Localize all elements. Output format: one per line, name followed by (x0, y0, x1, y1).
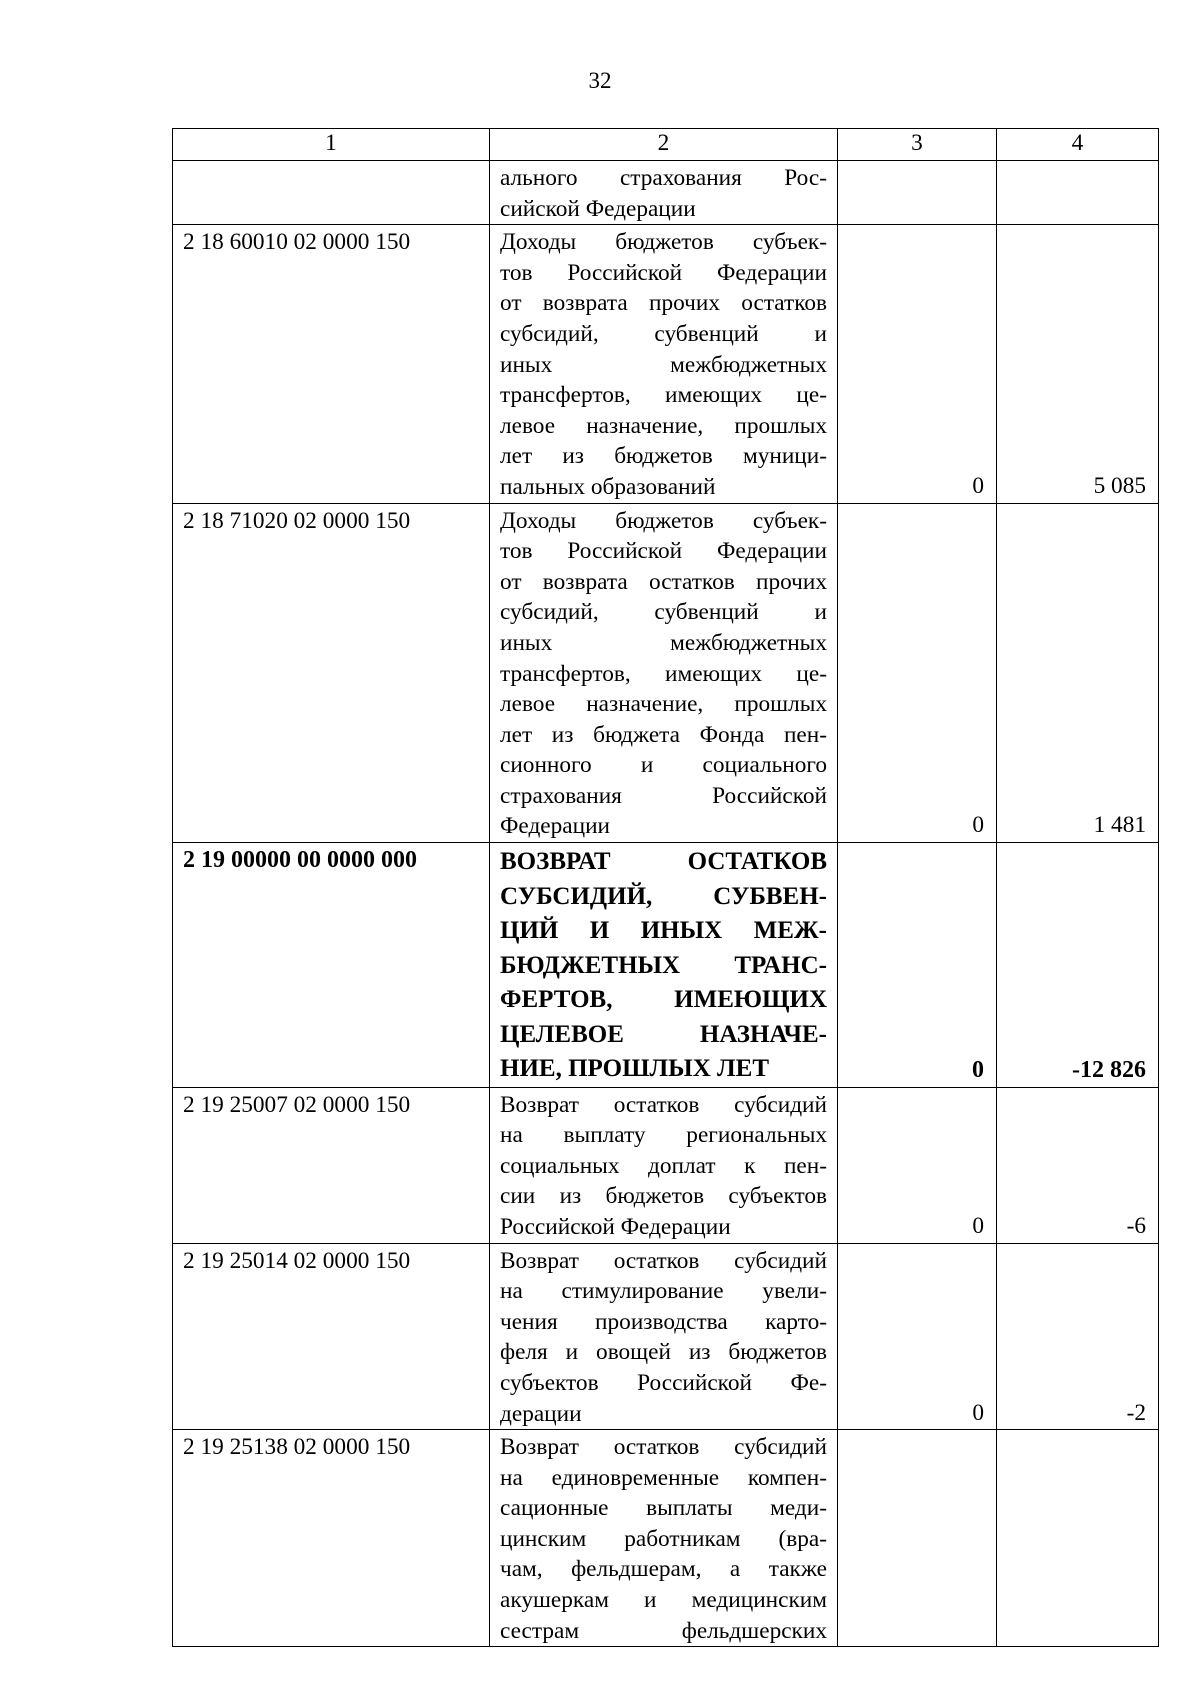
header-col-3: 3 (838, 129, 997, 161)
col3-value-cell: 0 (838, 225, 997, 503)
description-line: Возврат остатков субсидий (500, 1091, 827, 1118)
description-line: сионного и социального (500, 752, 827, 779)
table-header-row (173, 129, 1159, 161)
description-line: пальных образований (500, 473, 716, 500)
description-line: ВОЗВРАТ ОСТАТКОВ (500, 848, 827, 876)
description-line: на стимулирование увели- (500, 1278, 827, 1305)
description-line: Российской Федерации (500, 1213, 731, 1240)
budget-code-cell: 2 18 60010 02 0000 150 (173, 225, 490, 503)
table-row (173, 161, 1159, 225)
description-line: лет из бюджетов муници- (500, 443, 827, 470)
table-row (173, 843, 1159, 1088)
description-line: ального страхования Рос- (500, 165, 827, 191)
description-line: на выплату региональных (500, 1122, 827, 1149)
description-line: сационные выплаты меди- (500, 1495, 827, 1522)
header-col-4: 4 (997, 129, 1159, 161)
description-line: левое назначение, прошлых (500, 691, 827, 718)
table-row (173, 1243, 1159, 1430)
description-line: Доходы бюджетов субъек- (500, 507, 827, 534)
description-line: на единовременные компен- (500, 1464, 827, 1491)
budget-code-cell (173, 161, 490, 225)
col4-value-cell (997, 1430, 1159, 1647)
description-line: страхования Российской (500, 782, 827, 809)
description-cell (490, 225, 838, 503)
col4-value-cell: 1 481 (997, 503, 1159, 843)
description-line: ЦИЙ И ИНЫХ МЕЖ- (500, 917, 827, 945)
col3-value-cell: 0 (838, 503, 997, 843)
table-row (173, 503, 1159, 843)
description-line: субсидий, субвенций и (500, 320, 827, 347)
description-line: сийской Федерации (500, 195, 696, 222)
description-line: Возврат остатков субсидий (500, 1247, 827, 1274)
description-line: феля и овощей из бюджетов (500, 1339, 827, 1366)
description-line: от возврата остатков прочих (500, 568, 827, 595)
col4-value-cell: 5 085 (997, 225, 1159, 503)
col3-value-cell: 0 (838, 1243, 997, 1430)
description-cell (490, 843, 838, 1088)
description-line: тов Российской Федерации (500, 259, 827, 286)
description-cell (490, 1087, 838, 1243)
description-line: лет из бюджета Фонда пен- (500, 721, 827, 748)
description-line: чения производства карто- (500, 1308, 827, 1335)
budget-code-cell: 2 19 00000 00 0000 000 (173, 843, 490, 1088)
page-number: 32 (588, 68, 612, 93)
col3-value-cell (838, 1430, 997, 1647)
table-row (173, 1087, 1159, 1243)
budget-code-cell: 2 19 25007 02 0000 150 (173, 1087, 490, 1243)
budget-code-cell: 2 19 25014 02 0000 150 (173, 1243, 490, 1430)
description-line: БЮДЖЕТНЫХ ТРАНС- (500, 951, 827, 979)
col3-value-cell (838, 161, 997, 225)
description-line: Возврат остатков субсидий (500, 1434, 827, 1461)
description-line: сестрам фельдшерских (500, 1617, 827, 1644)
col3-value-cell: 0 (838, 843, 997, 1088)
description-line: Доходы бюджетов субъек- (500, 229, 827, 256)
description-line: трансфертов, имеющих це- (500, 660, 827, 687)
col4-value-cell: -12 826 (997, 843, 1159, 1088)
table-body (173, 161, 1159, 1647)
description-line: цинским работникам (вра- (500, 1525, 827, 1552)
revenue-table (172, 128, 1159, 1647)
description-cell (490, 1430, 838, 1647)
description-line: дерации (500, 1400, 582, 1427)
description-line: от возврата прочих остатков (500, 290, 827, 317)
description-line: левое назначение, прошлых (500, 412, 827, 439)
description-line: СУБСИДИЙ, СУБВЕН- (500, 882, 827, 910)
col4-value-cell: -2 (997, 1243, 1159, 1430)
description-line: субъектов Российской Фе- (500, 1369, 827, 1396)
description-line: социальных доплат к пен- (500, 1152, 827, 1179)
description-line: чам, фельдшерам, а также (500, 1556, 827, 1583)
description-line: иных межбюджетных (500, 629, 827, 656)
header-col-2: 2 (490, 129, 838, 161)
header-col-1: 1 (173, 129, 490, 161)
description-line: НИЕ, ПРОШЛЫХ ЛЕТ (500, 1055, 769, 1083)
description-line: акушеркам и медицинским (500, 1587, 827, 1614)
description-line: ЦЕЛЕВОЕ НАЗНАЧЕ- (500, 1020, 827, 1048)
description-line: ФЕРТОВ, ИМЕЮЩИХ (500, 986, 827, 1014)
budget-code-cell: 2 19 25138 02 0000 150 (173, 1430, 490, 1647)
description-line: иных межбюджетных (500, 351, 827, 378)
col4-value-cell: -6 (997, 1087, 1159, 1243)
description-line: субсидий, субвенций и (500, 599, 827, 626)
budget-code-cell: 2 18 71020 02 0000 150 (173, 503, 490, 843)
col4-value-cell (997, 161, 1159, 225)
description-line: тов Российской Федерации (500, 538, 827, 565)
description-cell (490, 1243, 838, 1430)
description-line: Федерации (500, 813, 611, 840)
description-cell (490, 161, 838, 225)
table-row (173, 1430, 1159, 1647)
description-line: сии из бюджетов субъектов (500, 1183, 827, 1210)
description-line: трансфертов, имеющих це- (500, 382, 827, 409)
description-cell (490, 503, 838, 843)
col3-value-cell: 0 (838, 1087, 997, 1243)
table-row (173, 225, 1159, 503)
